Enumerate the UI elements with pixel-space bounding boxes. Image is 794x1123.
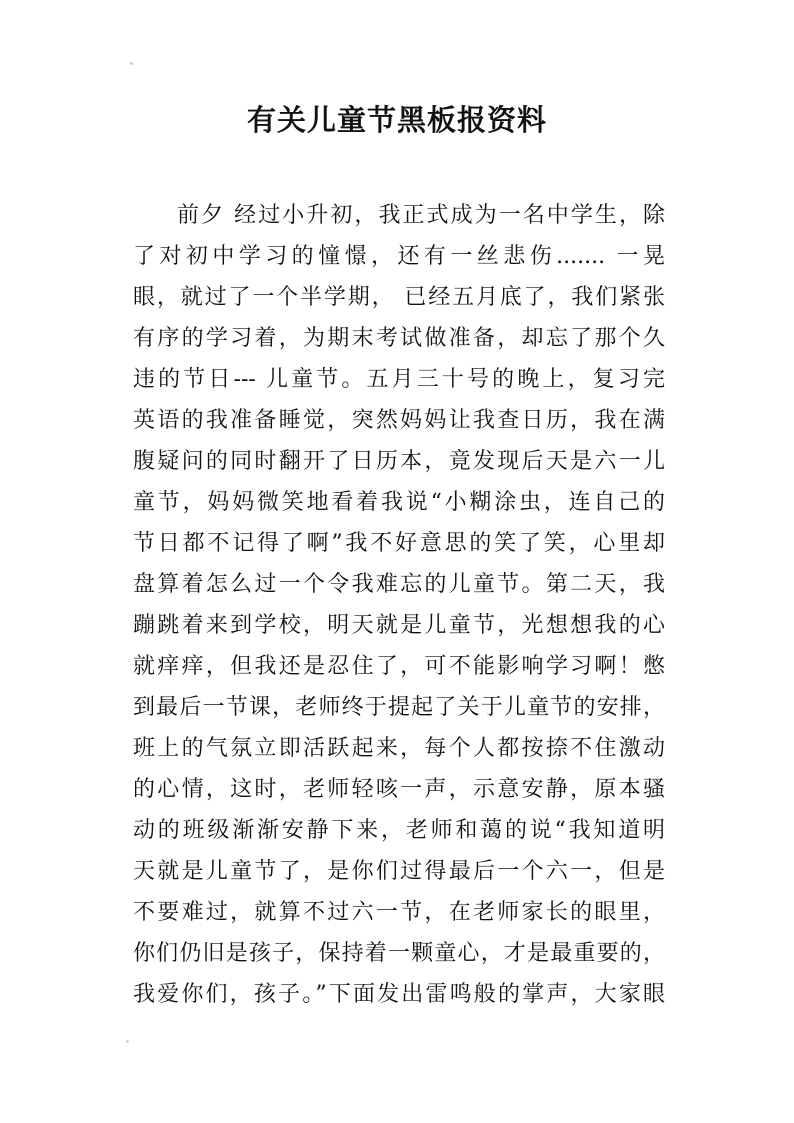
body-line: 腹疑问的同时翻开了日历本，竟发现后天是六一儿 xyxy=(133,449,665,474)
body-line: 违的节日--- 儿童节。五月三十号的晚上，复习完 xyxy=(133,367,665,392)
body-line: 我爱你们，孩子。”下面发出雷鸣般的掌声，大家眼 xyxy=(133,982,665,1007)
body-line: 到最后一节课，老师终于提起了关于儿童节的安排， xyxy=(133,695,665,720)
body-line: 英语的我准备睡觉，突然妈妈让我查日历，我在满 xyxy=(133,408,665,433)
document-body xyxy=(133,195,665,1015)
body-line: 的心情，这时，老师轻咳一声，示意安静，原本骚 xyxy=(133,777,665,802)
body-line: 你们仍旧是孩子，保持着一颗童心，才是最重要的， xyxy=(133,941,665,966)
body-line: 眼，就过了一个半学期， 已经五月底了，我们紧张 xyxy=(133,285,665,310)
body-line: 前夕 经过小升初，我正式成为一名中学生，除 xyxy=(177,203,665,228)
body-line: 节日都不记得了啊”我不好意思的笑了笑，心里却 xyxy=(133,531,665,556)
document-title: 有关儿童节黑板报资料 xyxy=(246,103,547,137)
body-line: 童节，妈妈微笑地看着我说“小糊涂虫，连自己的 xyxy=(133,490,665,515)
scan-speck xyxy=(130,62,133,65)
body-line: 天就是儿童节了，是你们过得最后一个六一，但是 xyxy=(133,859,665,884)
body-line: 了对初中学习的憧憬，还有一丝悲伤....... 一晃 xyxy=(133,244,665,269)
body-line: 蹦跳着来到学校，明天就是儿童节，光想想我的心 xyxy=(133,613,665,638)
body-line: 有序的学习着，为期末考试做准备，却忘了那个久 xyxy=(133,326,665,351)
body-line: 就痒痒，但我还是忍住了，可不能影响学习啊！憋 xyxy=(133,654,665,679)
scan-speck xyxy=(126,1040,129,1043)
body-line: 盘算着怎么过一个令我难忘的儿童节。第二天，我 xyxy=(133,572,665,597)
body-line: 不要难过，就算不过六一节，在老师家长的眼里， xyxy=(133,900,665,925)
body-line: 班上的气氛立即活跃起来，每个人都按捺不住激动 xyxy=(133,736,665,761)
body-line: 动的班级渐渐安静下来，老师和蔼的说“我知道明 xyxy=(133,818,665,843)
